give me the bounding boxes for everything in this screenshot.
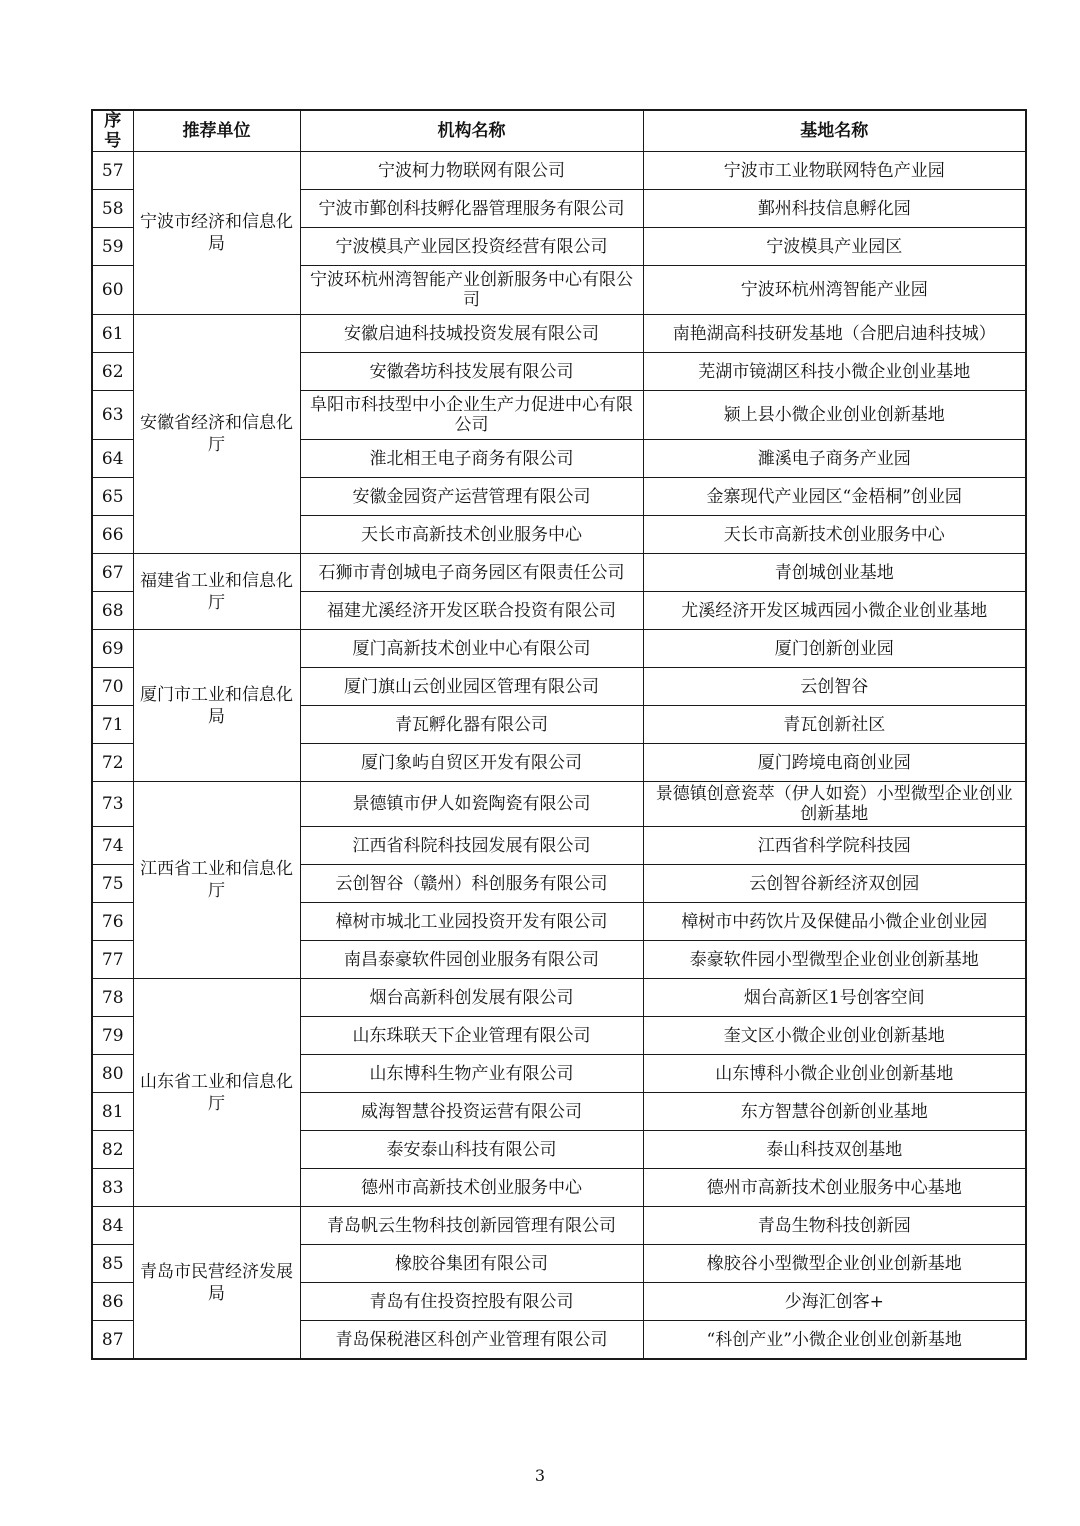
- base-name: 少海汇创客+: [643, 1283, 1026, 1321]
- base-name: 南艳湖高科技研发基地（合肥启迪科技城）: [643, 315, 1026, 353]
- row-number: 79: [92, 1017, 133, 1055]
- table-header-row: [92, 110, 1026, 152]
- organization-name: 云创智谷（赣州）科创服务有限公司: [300, 865, 643, 903]
- table-row: [92, 782, 1026, 827]
- base-name: 德州市高新技术创业服务中心基地: [643, 1169, 1026, 1207]
- row-number: 60: [92, 266, 133, 315]
- table-row: [92, 152, 1026, 190]
- base-name: 泰山科技双创基地: [643, 1131, 1026, 1169]
- base-name: 濉溪电子商务产业园: [643, 440, 1026, 478]
- row-number: 82: [92, 1131, 133, 1169]
- base-name: 厦门创新创业园: [643, 630, 1026, 668]
- organization-name: 厦门高新技术创业中心有限公司: [300, 630, 643, 668]
- row-number: 63: [92, 391, 133, 440]
- table-row: [92, 1207, 1026, 1245]
- organization-name: 烟台高新科创发展有限公司: [300, 979, 643, 1017]
- base-name: 橡胶谷小型微型企业创业创新基地: [643, 1245, 1026, 1283]
- row-number: 61: [92, 315, 133, 353]
- organization-name: 青岛有住投资控股有限公司: [300, 1283, 643, 1321]
- row-number: 84: [92, 1207, 133, 1245]
- row-number: 59: [92, 228, 133, 266]
- row-number: 81: [92, 1093, 133, 1131]
- organization-name: 阜阳市科技型中小企业生产力促进中心有限公司: [300, 391, 643, 440]
- organization-name: 石狮市青创城电子商务园区有限责任公司: [300, 554, 643, 592]
- organization-name: 宁波柯力物联网有限公司: [300, 152, 643, 190]
- row-number: 86: [92, 1283, 133, 1321]
- base-name: 奎文区小微企业创业创新基地: [643, 1017, 1026, 1055]
- row-number: 73: [92, 782, 133, 827]
- organization-name: 安徽金园资产运营管理有限公司: [300, 478, 643, 516]
- table-row: [92, 630, 1026, 668]
- row-number: 64: [92, 440, 133, 478]
- organization-name: 青岛帆云生物科技创新园管理有限公司: [300, 1207, 643, 1245]
- organization-name: 橡胶谷集团有限公司: [300, 1245, 643, 1283]
- institution-table: [91, 109, 1027, 1360]
- base-name: 青创城创业基地: [643, 554, 1026, 592]
- page-number: 3: [534, 1466, 546, 1485]
- row-number: 77: [92, 941, 133, 979]
- row-number: 74: [92, 827, 133, 865]
- recommending-unit: 厦门市工业和信息化局: [133, 630, 300, 782]
- base-name: 芜湖市镜湖区科技小微企业创业基地: [643, 353, 1026, 391]
- header-seq: 序号: [92, 110, 133, 152]
- row-number: 83: [92, 1169, 133, 1207]
- base-name: 宁波模具产业园区: [643, 228, 1026, 266]
- organization-name: 宁波市鄞创科技孵化器管理服务有限公司: [300, 190, 643, 228]
- base-name: 青瓦创新社区: [643, 706, 1026, 744]
- organization-name: 青瓦孵化器有限公司: [300, 706, 643, 744]
- row-number: 72: [92, 744, 133, 782]
- organization-name: 山东博科生物产业有限公司: [300, 1055, 643, 1093]
- base-name: 樟树市中药饮片及保健品小微企业创业园: [643, 903, 1026, 941]
- row-number: 71: [92, 706, 133, 744]
- row-number: 78: [92, 979, 133, 1017]
- row-number: 75: [92, 865, 133, 903]
- base-name: 景德镇创意瓷萃（伊人如瓷）小型微型企业创业创新基地: [643, 782, 1026, 827]
- header-unit: 推荐单位: [133, 110, 300, 152]
- organization-name: 江西省科院科技园发展有限公司: [300, 827, 643, 865]
- organization-name: 厦门象屿自贸区开发有限公司: [300, 744, 643, 782]
- header-org: 机构名称: [300, 110, 643, 152]
- base-name: 尤溪经济开发区城西园小微企业创业基地: [643, 592, 1026, 630]
- base-name: 江西省科学院科技园: [643, 827, 1026, 865]
- organization-name: 宁波环杭州湾智能产业创新服务中心有限公司: [300, 266, 643, 315]
- row-number: 69: [92, 630, 133, 668]
- table-row: [92, 979, 1026, 1017]
- organization-name: 安徽启迪科技城投资发展有限公司: [300, 315, 643, 353]
- recommending-unit: 宁波市经济和信息化局: [133, 152, 300, 315]
- recommending-unit: 山东省工业和信息化厅: [133, 979, 300, 1207]
- row-number: 65: [92, 478, 133, 516]
- row-number: 70: [92, 668, 133, 706]
- table-body: [92, 152, 1026, 1360]
- row-number: 80: [92, 1055, 133, 1093]
- organization-name: 樟树市城北工业园投资开发有限公司: [300, 903, 643, 941]
- organization-name: 山东珠联天下企业管理有限公司: [300, 1017, 643, 1055]
- organization-name: 安徽砻坊科技发展有限公司: [300, 353, 643, 391]
- base-name: 山东博科小微企业创业创新基地: [643, 1055, 1026, 1093]
- base-name: 颍上县小微企业创业创新基地: [643, 391, 1026, 440]
- recommending-unit: 福建省工业和信息化厅: [133, 554, 300, 630]
- base-name: 宁波市工业物联网特色产业园: [643, 152, 1026, 190]
- row-number: 68: [92, 592, 133, 630]
- recommending-unit: 青岛市民营经济发展局: [133, 1207, 300, 1360]
- organization-name: 威海智慧谷投资运营有限公司: [300, 1093, 643, 1131]
- row-number: 66: [92, 516, 133, 554]
- row-number: 76: [92, 903, 133, 941]
- base-name: 云创智谷: [643, 668, 1026, 706]
- table-row: [92, 554, 1026, 592]
- row-number: 62: [92, 353, 133, 391]
- base-name: 云创智谷新经济双创园: [643, 865, 1026, 903]
- organization-name: 淮北相王电子商务有限公司: [300, 440, 643, 478]
- base-name: 烟台高新区1号创客空间: [643, 979, 1026, 1017]
- row-number: 57: [92, 152, 133, 190]
- organization-name: 天长市高新技术创业服务中心: [300, 516, 643, 554]
- organization-name: 景德镇市伊人如瓷陶瓷有限公司: [300, 782, 643, 827]
- base-name: 鄞州科技信息孵化园: [643, 190, 1026, 228]
- organization-name: 德州市高新技术创业服务中心: [300, 1169, 643, 1207]
- recommending-unit: 江西省工业和信息化厅: [133, 782, 300, 979]
- organization-name: 宁波模具产业园区投资经营有限公司: [300, 228, 643, 266]
- organization-name: 青岛保税港区科创产业管理有限公司: [300, 1321, 643, 1360]
- base-name: 金寨现代产业园区“金梧桐”创业园: [643, 478, 1026, 516]
- base-name: 厦门跨境电商创业园: [643, 744, 1026, 782]
- header-base: 基地名称: [643, 110, 1026, 152]
- base-name: 天长市高新技术创业服务中心: [643, 516, 1026, 554]
- table-row: [92, 315, 1026, 353]
- row-number: 85: [92, 1245, 133, 1283]
- organization-name: 泰安泰山科技有限公司: [300, 1131, 643, 1169]
- organization-name: 南昌泰豪软件园创业服务有限公司: [300, 941, 643, 979]
- base-name: 青岛生物科技创新园: [643, 1207, 1026, 1245]
- organization-name: 福建尤溪经济开发区联合投资有限公司: [300, 592, 643, 630]
- base-name: 东方智慧谷创新创业基地: [643, 1093, 1026, 1131]
- row-number: 58: [92, 190, 133, 228]
- base-name: 宁波环杭州湾智能产业园: [643, 266, 1026, 315]
- row-number: 67: [92, 554, 133, 592]
- row-number: 87: [92, 1321, 133, 1360]
- recommending-unit: 安徽省经济和信息化厅: [133, 315, 300, 554]
- base-name: “科创产业”小微企业创业创新基地: [643, 1321, 1026, 1360]
- base-name: 泰豪软件园小型微型企业创业创新基地: [643, 941, 1026, 979]
- organization-name: 厦门旗山云创业园区管理有限公司: [300, 668, 643, 706]
